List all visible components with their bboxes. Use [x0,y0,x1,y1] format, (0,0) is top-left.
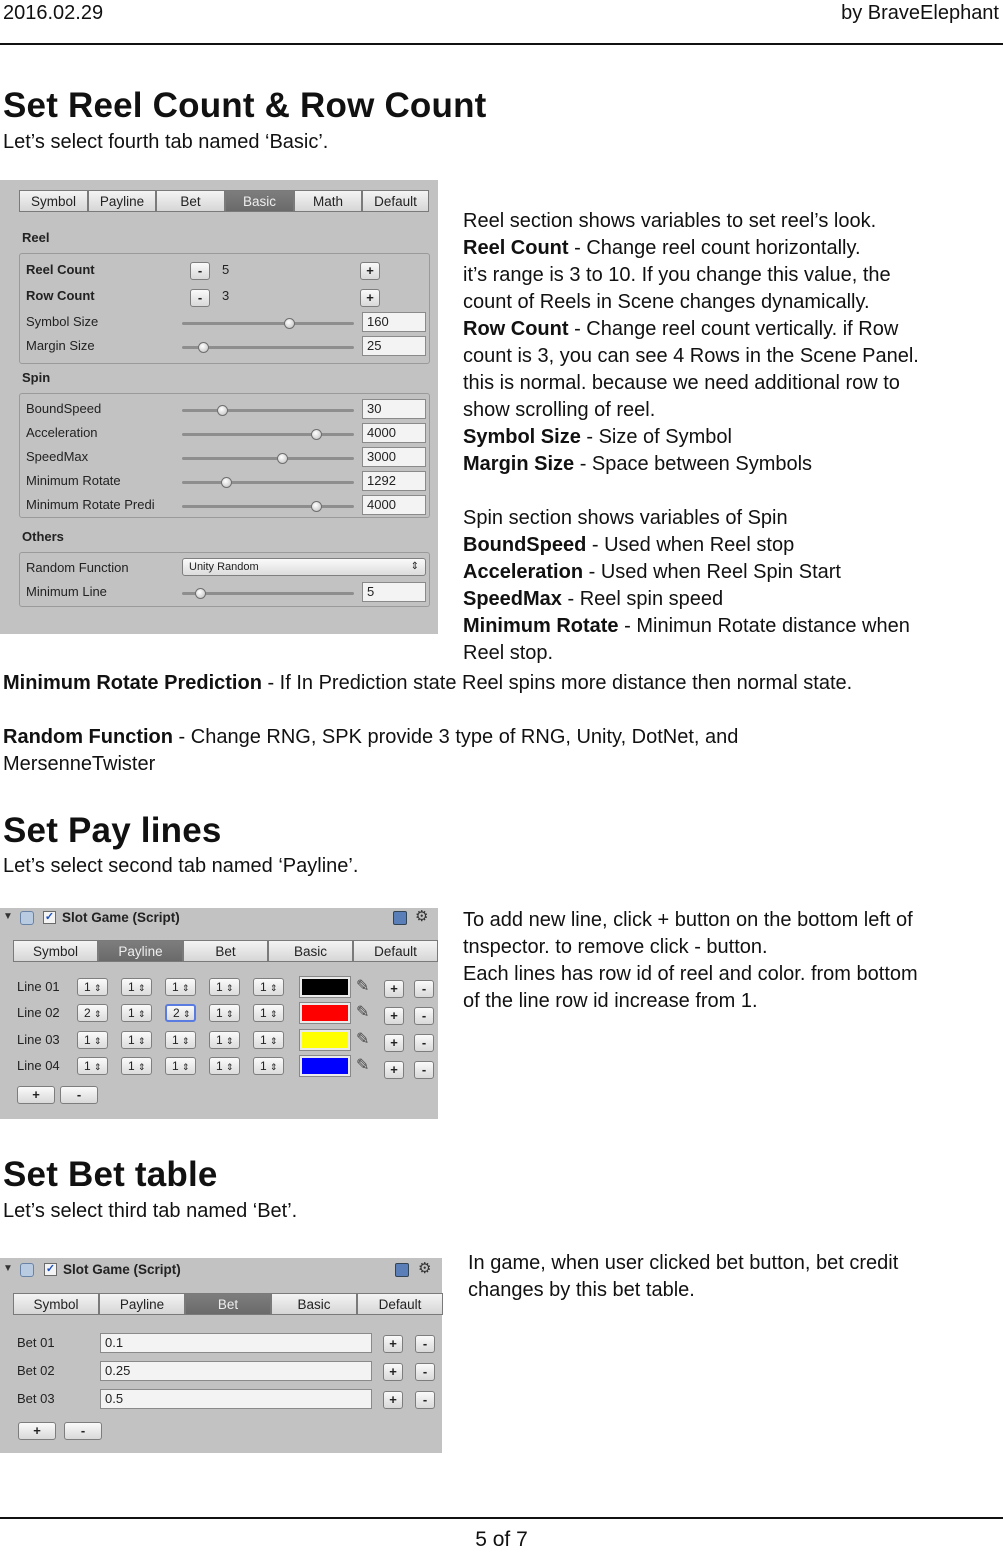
line-plus-button[interactable]: + [384,1061,404,1079]
line-label: Line 01 [17,979,60,994]
others-group-header: Others [22,529,64,544]
section-title-bet-table: Set Bet table [3,1155,218,1194]
symbol-size-slider-track[interactable] [182,322,354,325]
bet-minus-button[interactable]: - [415,1335,435,1353]
margin-size-label: Margin Size [26,338,95,353]
component-enabled-checkbox[interactable]: ✓ [45,1263,56,1275]
tab-default[interactable]: Default [353,940,438,962]
row-count-minus-button[interactable]: - [190,289,210,307]
bet-label: Bet 01 [17,1335,55,1350]
desc-line: To add new line, click + button on the bottom left of [463,909,913,931]
min-rotate-slider-track[interactable] [182,481,354,484]
min-line-slider-thumb[interactable] [195,588,206,599]
section3-description [468,1250,993,1304]
desc-line: Reel section shows variables to set reel’s look. [463,210,877,232]
row-id-select[interactable]: 1 ⇕ [165,1031,196,1049]
row-id-select[interactable]: 1 ⇕ [77,1057,108,1075]
row-id-select[interactable]: 2 ⇕ [77,1004,108,1022]
script-icon [20,1263,34,1277]
tab-bet[interactable]: Bet [185,1293,271,1315]
payline-inspector-panel [0,908,438,1119]
row-id-select[interactable]: 1 ⇕ [165,978,196,996]
remove-bet-button[interactable]: - [64,1422,102,1440]
bet-minus-button[interactable]: - [415,1363,435,1381]
desc-line: Random Function - Change RNG, SPK provide 3 type of RNG, Unity, DotNet, and [3,726,739,748]
desc-line: Margin Size - Space between Symbols [463,453,813,475]
row-id-select[interactable]: 1 ⇕ [209,1004,240,1022]
symbol-size-slider-thumb[interactable] [284,318,295,329]
line-minus-button[interactable]: - [414,1034,434,1052]
header-author: by BraveElephant [841,2,999,24]
reel-count-plus-button[interactable]: + [360,262,380,280]
reel-count-label: Reel Count [26,262,95,277]
row-count-plus-button[interactable]: + [360,289,380,307]
desc-line: count is 3, you can see 4 Rows in the Scene Panel. [463,345,919,367]
min-rotate-prediction-slider-track[interactable] [182,505,354,508]
component-title: Slot Game (Script) [63,1262,181,1277]
row-count-label: Row Count [26,288,95,303]
eyedropper-icon[interactable]: ✎ [356,1004,370,1021]
reel-count-value: 5 [222,262,230,277]
reel-group-header: Reel [22,230,50,245]
spin-group-header: Spin [22,370,51,385]
line-minus-button[interactable]: - [414,1061,434,1079]
row-count-value: 3 [222,288,230,303]
line-plus-button[interactable]: + [384,1034,404,1052]
bet-label: Bet 02 [17,1363,55,1378]
desc-line: changes by this bet table. [468,1279,695,1301]
row-id-select[interactable]: 1 ⇕ [121,978,152,996]
row-id-select[interactable]: 1 ⇕ [77,1031,108,1049]
desc-line: show scrolling of reel. [463,399,656,421]
header-date: 2016.02.29 [3,2,104,24]
tab-payline[interactable]: Payline [99,1293,185,1315]
inspector-tabs [13,1293,443,1315]
tab-payline[interactable]: Payline [88,190,156,212]
line-plus-button[interactable]: + [384,1007,404,1025]
line-minus-button[interactable]: - [414,980,434,998]
eyedropper-icon[interactable]: ✎ [356,1031,370,1048]
row-id-select[interactable]: 1 ⇕ [253,1004,284,1022]
min-line-field[interactable]: 5 [362,582,426,602]
bet-plus-button[interactable]: + [383,1335,403,1353]
gear-icon[interactable]: ⚙ [418,1260,432,1277]
inspector-tabs [19,190,429,212]
acceleration-label: Acceleration [26,425,98,440]
reel-count-minus-button[interactable]: - [190,262,210,280]
tab-symbol[interactable]: Symbol [13,1293,99,1315]
section-title-reel-row: Set Reel Count & Row Count [3,86,487,125]
line-color-swatch[interactable] [300,1003,350,1023]
tab-bet[interactable]: Bet [183,940,268,962]
component-enabled-checkbox[interactable]: ✓ [44,911,55,923]
tab-symbol[interactable]: Symbol [19,190,88,212]
min-line-label: Minimum Line [26,584,107,599]
desc-line: Spin section shows variables of Spin [463,507,788,529]
bound-speed-label: BoundSpeed [26,401,102,416]
acceleration-slider-track[interactable] [182,433,354,436]
min-rotate-prediction-slider-thumb[interactable] [311,501,322,512]
desc-line: this is normal. because we need additional row to [463,372,900,394]
desc-line: Acceleration - Used when Reel Spin Start [463,561,841,583]
section-intro-basic: Let’s select fourth tab named ‘Basic’. [3,131,329,153]
margin-size-slider-thumb[interactable] [198,342,209,353]
section2-description [463,907,993,1015]
bet-inspector-panel [0,1258,442,1453]
min-line-slider-track[interactable] [182,592,354,595]
section1-after-text [3,670,998,778]
tab-basic[interactable]: Basic [271,1293,357,1315]
row-id-select[interactable]: 1 ⇕ [77,978,108,996]
tab-default[interactable]: Default [357,1293,443,1315]
desc-line: Symbol Size - Size of Symbol [463,426,732,448]
desc-line: BoundSpeed - Used when Reel stop [463,534,795,556]
bound-speed-field[interactable]: 30 [362,399,426,419]
section-intro-bet: Let’s select third tab named ‘Bet’. [3,1200,298,1222]
line-minus-button[interactable]: - [414,1007,434,1025]
row-id-select[interactable]: 1 ⇕ [209,1031,240,1049]
min-rotate-field[interactable]: 1292 [362,471,426,491]
page-number: 5 of 7 [475,1528,528,1551]
line-color-swatch[interactable] [300,977,350,997]
foldout-triangle-icon[interactable]: ▼ [3,1263,13,1274]
row-id-select[interactable]: 1 ⇕ [253,1031,284,1049]
footer-rule [0,1517,1003,1519]
speed-max-slider-thumb[interactable] [277,453,288,464]
row-id-select[interactable]: 1 ⇕ [121,1031,152,1049]
line-label: Line 02 [17,1005,60,1020]
add-line-button[interactable]: + [17,1086,55,1104]
bet-minus-button[interactable]: - [415,1391,435,1409]
min-rotate-prediction-label: Minimum Rotate Predi [26,497,155,512]
row-id-select[interactable]: 1 ⇕ [121,1004,152,1022]
tab-basic[interactable]: Basic [225,190,294,212]
desc-line: Minimum Rotate - Minimun Rotate distance when [463,615,910,637]
min-rotate-prediction-field[interactable]: 4000 [362,495,426,515]
help-book-icon[interactable] [393,911,407,925]
remove-line-button[interactable]: - [60,1086,98,1104]
desc-line: count of Reels in Scene changes dynamically. [463,291,870,313]
desc-line: In game, when user clicked bet button, bet credit [468,1252,899,1274]
desc-line: Reel Count - Change reel count horizontally. [463,237,861,259]
desc-line: it’s range is 3 to 10. If you change this value, the [463,264,891,286]
bet-plus-button[interactable]: + [383,1363,403,1381]
desc-line: Reel stop. [463,642,554,664]
basic-inspector-panel [0,180,438,634]
line-label: Line 04 [17,1058,60,1073]
desc-line: MersenneTwister [3,753,156,775]
acceleration-slider-thumb[interactable] [311,429,322,440]
tab-payline[interactable]: Payline [98,940,183,962]
random-function-label: Random Function [26,560,129,575]
desc-line: Each lines has row id of reel and color. from bottom [463,963,918,985]
eyedropper-icon[interactable]: ✎ [356,1057,370,1074]
tab-math[interactable]: Math [294,190,362,212]
row-id-select[interactable]: 1 ⇕ [165,1057,196,1075]
speed-max-slider-track[interactable] [182,457,354,460]
desc-line: Row Count - Change reel count vertically. if Row [463,318,899,340]
acceleration-field[interactable]: 4000 [362,423,426,443]
help-book-icon[interactable] [395,1263,409,1277]
section1-description [463,208,993,667]
section-intro-payline: Let’s select second tab named ‘Payline’. [3,855,359,877]
bet-plus-button[interactable]: + [383,1391,403,1409]
speed-max-field[interactable]: 3000 [362,447,426,467]
desc-line: of the line row id increase from 1. [463,990,758,1012]
speed-max-label: SpeedMax [26,449,89,464]
script-icon [20,911,34,925]
header-rule [0,43,1003,45]
row-id-select[interactable]: 1 ⇕ [121,1057,152,1075]
bet-value-field[interactable]: 0.25 [100,1361,372,1381]
random-function-value: Unity Random [189,561,259,573]
bet-value-field[interactable]: 0.1 [100,1333,372,1353]
dropdown-arrows-icon: ⇕ [410,561,419,572]
bound-speed-slider-thumb[interactable] [217,405,228,416]
symbol-size-field[interactable]: 160 [362,312,426,332]
line-color-swatch[interactable] [300,1056,350,1076]
gear-icon[interactable]: ⚙ [415,908,429,925]
desc-line: tnspector. to remove click - button. [463,936,768,958]
symbol-size-label: Symbol Size [26,314,99,329]
desc-line: Minimum Rotate Prediction - If In Prediction state Reel spins more distance then normal state. [3,672,853,694]
tab-basic[interactable]: Basic [268,940,353,962]
foldout-triangle-icon[interactable]: ▼ [3,911,13,922]
add-bet-button[interactable]: + [18,1422,56,1440]
desc-line: SpeedMax - Reel spin speed [463,588,724,610]
row-id-select[interactable]: 1 ⇕ [253,978,284,996]
tab-symbol[interactable]: Symbol [13,940,98,962]
tab-bet[interactable]: Bet [156,190,225,212]
bound-speed-slider-track[interactable] [182,409,354,412]
line-plus-button[interactable]: + [384,980,404,998]
min-rotate-label: Minimum Rotate [26,473,121,488]
line-color-swatch[interactable] [300,1030,350,1050]
row-id-select-focused[interactable]: 2 ⇕ [165,1004,196,1022]
line-label: Line 03 [17,1032,60,1047]
random-function-dropdown[interactable] [182,558,426,576]
row-id-select[interactable]: 1 ⇕ [209,1057,240,1075]
component-title: Slot Game (Script) [62,910,180,925]
margin-size-field[interactable]: 25 [362,336,426,356]
row-id-select[interactable]: 1 ⇕ [253,1057,284,1075]
bet-label: Bet 03 [17,1391,55,1406]
min-rotate-slider-thumb[interactable] [221,477,232,488]
inspector-tabs [13,940,438,962]
bet-value-field[interactable]: 0.5 [100,1389,372,1409]
section-title-paylines: Set Pay lines [3,811,222,850]
eyedropper-icon[interactable]: ✎ [356,978,370,995]
tab-default[interactable]: Default [362,190,429,212]
row-id-select[interactable]: 1 ⇕ [209,978,240,996]
